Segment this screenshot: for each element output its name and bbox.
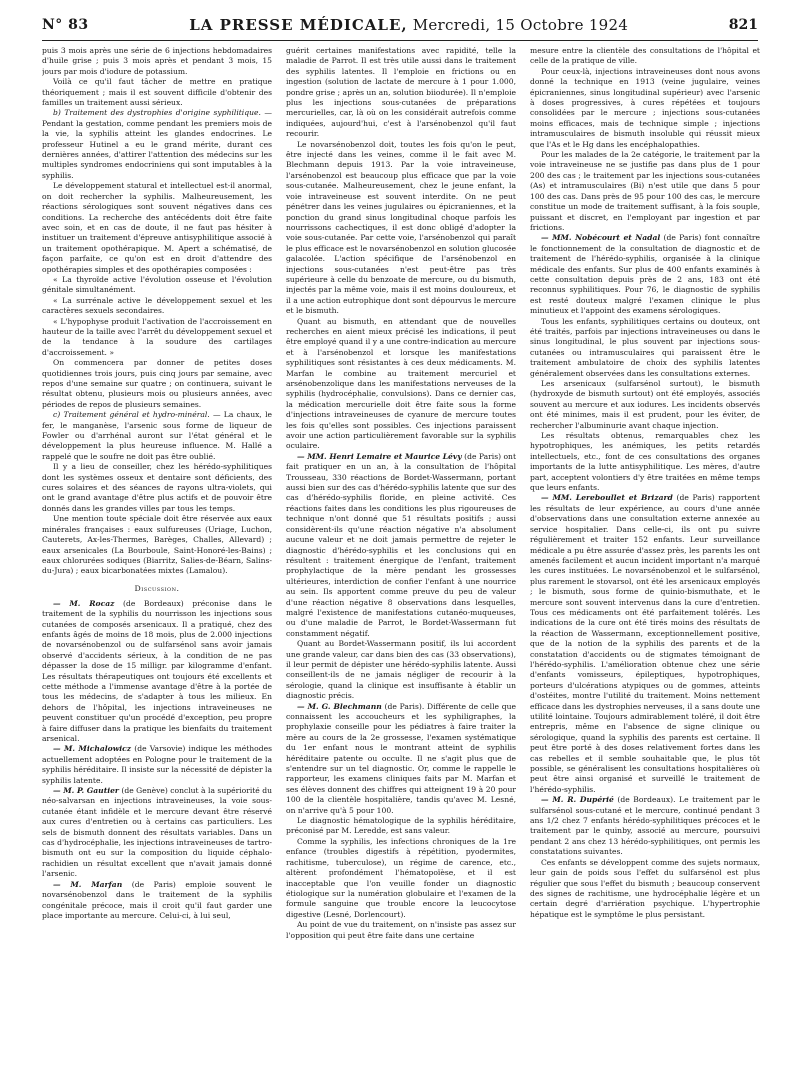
speaker-name: — M. Marfan xyxy=(53,879,123,889)
quote-paragraph: « La thyroïde active l'évolution osseuse et l'évolution génitale simultanément. xyxy=(42,274,272,295)
speaker-name: — MM. Henri Lemaire et Maurice Lévy xyxy=(297,451,462,461)
paragraph: Ces enfants se développent comme des sujets normaux, leur gain de poids sous l'effet du sulfarsénol est plus régulier que sous l'effet du bismuth ; beaucoup conservent des signes de rachitisme, une hydrocéphalie légère et un certain degré d'arriération psychique. L'hypertrophie hépatique est le symptôme le plus persistant. xyxy=(530,857,760,919)
speaker-name: — M. Rocaz xyxy=(53,598,115,608)
paragraph: Quant au Bordet-Wassermann positif, ils lui accordent une grande valeur, car dans bien des cas (33 observations), il leur permit de dépister une hérédo-syphilis latente. Aussi conseillent-ils de ne jamais négliger de recourir à la sérologie, quand la clinique est insuffisante à établir un diagnostic précis. xyxy=(286,639,516,701)
paragraph: — M. Michalowicz (de Varsovie) indique les méthodes actuellement adoptées en Pologne pour le traitement de la syphilis héréditaire. Il insiste sur la nécessité de dépister la syphilis latente. xyxy=(42,744,272,785)
header-rule xyxy=(42,40,758,41)
speaker-name: — MM. Lereboullet et Brizard xyxy=(541,493,673,503)
paragraph: guérit certaines manifestations avec rapidité, telle la maladie de Parrot. Il est très utile aussi dans le traitement des syphilis latentes. Il l'emploie en frictions ou en ingestion (solution de lactate de mercure à 1 pour 1.000, pondre grise ; après un an, solution biiodurée). Il n'emploie plus les injections sous-cutanées de préparations mercurielles, car, là où on les considérait autrefois comme indiquées, aujourd'hui, c'est à l'arsénobenzol qu'il faut recourir. xyxy=(286,46,516,139)
speaker-name: — MM. Nobécourt et Nadal xyxy=(541,233,661,243)
paragraph: Voilà ce qu'il faut tâcher de mettre en pratique théoriquement ; mais il est souvent difficile d'obtenir des familles un traitement aussi sérieux. xyxy=(42,77,272,108)
article-columns xyxy=(42,46,760,1074)
paragraph: Le novarsénobenzol doit, toutes les fois qu'on le peut, être injecté dans les veines, comme il le fait avec M. Blechmann depuis 1913. Par la voie intraveineuse, l'arsénobenzol est beaucoup plus efficace que par la voie sous-cutanée. Malheureusement, chez le jeune enfant, la voie intraveineuse est souvent interdite. On ne peut pénétrer dans les veines jugulaires ou épicraniennes, et la ponction du grand sinus longitudinal choque parfois les nourrissons cachectiques, il est donc obligé d'adopter la voie sous-cutanée. Par cette voie, l'arsénobenzol qui paraît le plus efficace est le novarsénobenzol en solution glucosée galacolée. L'action spécifique de l'arsénobenzol en injections sous-cutanées n'est peut-être pas très supérieure à celle du benzoate de mercure, ou du bismuth, injectés par la même voie, mais il est moins douloureux, et il a une action eutrophique dont sont dépourvus le mercure et le bismuth. xyxy=(286,139,516,316)
paragraph: Au point de vue du traitement, on n'insiste pas assez sur l'opposition qui peut être faite dans une certaine xyxy=(286,920,516,940)
paragraph: Comme la syphilis, les infections chroniques de la 1re enfance (troubles digestifs à répétition, pyodermites, rachitisme, tuberculose), un régime de carence, etc., altèrent profondément l'hématopoïèse, et il est inacceptable que l'on veuille fonder un diagnostic étiologique sur la numération globulaire et l'examen de la formule sanguine que trouble encore la leucocytose digestive (Lesné, Dorlencourt). xyxy=(286,836,516,919)
paragraph: Tous les enfants, syphilitiques certains ou douteux, ont été traités, parfois par injections intraveineuses ou dans le sinus longitudinal, le plus souvent par injections sous-cutanées ou intramusculaires qui paraissent être le traitement ambulatoire de choix des syphilis latentes généralement observées dans les consultations externes. xyxy=(530,316,760,378)
issue-number: N° 83 xyxy=(42,17,89,33)
paragraph: Les résultats obtenus, remarquables chez les hypotrophiques, les anémiques, les petits retardés intellectuels, etc., font de ces consultations des organes importants de la lutte antisyphilitique. Les mères, d'autre part, acceptent volontiers d'y être traitées en même temps que leurs enfants. xyxy=(530,431,760,493)
paragraph: — MM. Lereboullet et Brizard (de Paris) rapportent les résultats de leur expérience, au cours d'une année d'observations dans une consultation externe annexée au service hospitalier. Dans celle-ci, ils ont pu suivre régulièrement et traiter 152 enfants. Leur surveillance médicale a pu être assurée d'assez près, les parents les ont amenés facilement et aucun incident important n'a marqué les cures instituées. Le novarsénobenzol et le sulfarsénol, plus rarement le stovarsol, ont été les arsenicaux employés ; le bismuth, sous forme de quinio-bismuthate, et le mercure sont souvent intervenus dans la cure d'entretien. Tous ces médicaments ont été parfaitement tolérés. Les indications de la cure ont été tirés moins des résultats de la réaction de Wassermann, exceptionnellement positive, que de la notion de la syphilis des parents et de la constatation d'accidents ou de stigmates témoignant de l'hérédo-syphilis. L'amélioration obtenue chez une série d'enfants vomisseurs, épileptiques, hypotrophiques, porteurs d'ulcérations atypiques ou de gommes, atteints d'ostéites, montre l'utilité du traitement. Moins nettement efficace dans les dystrophies nerveuses, il a sans doute une utilité lointaine. Toujours admirablement toléré, il doit être entrepris, même en l'absence de signe clinique ou sérologique, quand la syphilis des parents est certaine. Il peut être porté à des doses relativement fortes dans les cas rebelles et il semble souhaitable que, le plus tôt possible, se généralisent les consultations hospitalières où peut être ainsi organisé et surveillé le traitement de l'hérédo-syphilis. xyxy=(530,493,760,794)
page-number: 821 xyxy=(728,17,758,33)
page-header xyxy=(42,14,758,36)
paragraph: — MM. Henri Lemaire et Maurice Lévy (de Paris) ont fait pratiquer en un an, à la consultation de l'hôpital Trousseau, 330 réactions de Bordet-Wassermann, portant aussi bien sur des cas d'hérédo-syphilis latente que sur des cas d'hérédo-syphilis floride, en pleine activité. Ces réactions faites dans les conditions les plus rigoureuses de technique n'ont donné que 51 résultats positifs ; aussi considèrent-ils qu'une réaction négative n'a absolument aucune valeur et ne doit jamais permettre de rejeter le diagnostic d'hérédo-syphilis et les conclusions qui en résultent : traitement énergique de l'enfant, traitement prophylactique de la mère pendant les grossesses ultérieures, interdiction de confier l'enfant à une nourrice au sein. Ils apportent comme preuve du peu de valeur d'une réaction négative 8 observations dans lesquelles, malgré l'existence de manifestations cutanéo-muqueuses, ou d'une maladie de Parrot, le Bordet-Wassermann fut constamment négatif. xyxy=(286,451,516,638)
paragraph: Le développement statural et intellectuel est-il anormal, on doit rechercher la syphilis. Malheureusement, les réactions sérologiques sont souvent négatives dans ces conditions. La recherche des antécédents doit être faite avec soin, et en cas de doute, il ne faut pas hésiter à instituer un traitement d'épreuve antisyphilitique associé à un traitement opothérapique. M. Apert a schématisé, de façon parfaite, ce qu'on est en droit d'attendre des opothérapies simples et des opothérapies composées : xyxy=(42,181,272,274)
paragraph: On commencera par donner de petites doses quotidiennes trois jours, puis cinq jours par semaine, avec repos d'une semaine sur quatre ; on continuera, suivant le résultat obtenu, plusieurs mois ou plusieurs années, avec périodes de repos de plusieurs semaines. xyxy=(42,358,272,409)
quote-paragraph: « L'hypophyse produit l'activation de l'accroissement en hauteur de la taille avec l'arrêt du développement sexuel et de la tendance à la soudure des cartilages d'accroissement. » xyxy=(42,316,272,357)
issue-date: Mercredi, 15 Octobre 1924 xyxy=(407,16,629,34)
section-heading: c) Traitement général et hydro-minéral. xyxy=(53,410,210,420)
quote-paragraph: « La surrénale active le développement sexuel et les caractères sexuels secondaires. xyxy=(42,295,272,316)
paragraph: — M. R. Dupérié (de Bordeaux). Le traitement par le sulfarsénol sous-cutané et le mercure, continué pendant 3 ans 1/2 chez 7 enfants hérédo-syphilitiques précoces et le traitement par le quinby, associé au mercure, poursuivi pendant 2 ans chez 13 hérédo-syphilitiques, ont permis les constatations suivantes. xyxy=(530,795,760,857)
speaker-name: — M. R. Dupérié xyxy=(541,795,614,805)
paragraph: — M. G. Blechmann (de Paris). Différente de celle que connaissent les accoucheurs et les syphiligraphes, la prophylaxie conseille pour les pédiatres à faire traiter la mère au cours de la 2e grossesse, l'examen systématique du 1er enfant nous le montrant atteint de syphilis héréditaire patente ou occulte. Il ne s'agit plus que de s'entendre sur un tel diagnostic. Or, comme le rappelle le rapporteur, les examens cliniques faits par M. Marfan et ses élèves donnent des chiffres qui atteignent 19 à 20 pour 100 de la clientèle hospitalière, tandis qu'avec M. Lesné, on n'arrive qu'à 5 pour 100. xyxy=(286,701,516,815)
speaker-name: — M. Michalowicz xyxy=(53,744,132,754)
paragraph: mesure entre la clientèle des consultations de l'hôpital et celle de la pratique de ville. xyxy=(530,46,760,66)
paragraph: b) Traitement des dystrophies d'origine syphilitique. — Pendant la gestation, comme pendant les premiers mois de la vie, la syphilis atteint les glandes endocrines. Le professeur Hutinel a eu le grand mérite, durant ces dernières années, d'attirer l'attention des médecins sur les multiples syndromes endocriniens qui sont imputables à la syphilis. xyxy=(42,108,272,180)
column-3 xyxy=(530,46,760,1074)
speaker-name: — M. P. Gautier xyxy=(53,786,119,796)
paragraph: puis 3 mois après une série de 6 injections hebdomadaires d'huile grise ; puis 3 mois après et pendant 3 mois, 15 jours par mois d'iodure de potassium. xyxy=(42,46,272,76)
paragraph: c) Traitement général et hydro-minéral. — La chaux, le fer, le manganèse, l'arsenic sous forme de liqueur de Fowler ou d'arrhénal auront sur l'état général et le développement la plus heureuse influence. M. Hallé a rappelé que le soufre ne doit pas être oublié. xyxy=(42,410,272,461)
journal-name: LA PRESSE MÉDICALE, xyxy=(189,16,408,34)
paragraph: Il y a lieu de conseiller, chez les hérédo-syphilitiques dont les systèmes osseux et dentaire sont déficients, des cures solaires et des séances de rayons ultra-violets, qui ont le grand avantage d'être plus actifs et de pouvoir être donnés dans les grandes villes par tous les temps. xyxy=(42,462,272,513)
paragraph: — M. Rocaz (de Bordeaux) préconise dans le traitement de la syphilis du nourrisson les injections sous cutanées de composés arsenicaux. Il a pratiqué, chez des enfants âgés de moins de 18 mois, plus de 2.000 injections de novarsénobenzol ou de sulfarsénol sans avoir jamais observé d'accidents sérieux, à la condition de ne pas dépasser la dose de 15 milligr. par kilogramme d'enfant. Les résultats thérapeutiques ont toujours été excellents et cette méthode a l'immense avantage d'être à la portée de tous les médecins, de s'adapter à tous les milieux. En dehors de l'hôpital, les injections intraveineuses ne peuvent constituer qu'un procédé d'exception, peu propre à faire diffuser dans la pratique les bienfaits du traitement arsenical. xyxy=(42,598,272,743)
column-2 xyxy=(286,46,516,1074)
paragraph: Le diagnostic hématologique de la syphilis héréditaire, préconisé par M. Leredde, est sans valeur. xyxy=(286,816,516,836)
paragraph: Une mention toute spéciale doit être réservée aux eaux minérales françaises : eaux sulfureuses (Uriage, Luchon, Cauterets, Ax-les-Thermes, Barèges, Challes, Allevard) ; eaux arsenicales (La Bourboule, Saint-Honoré-les-Bains) ; eaux chlorurées sodiques (Biarritz, Salies-de-Béarn, Salins-du-Jura) ; eaux bicarbonatées mixtes (Lamalou). xyxy=(42,514,272,576)
journal-title xyxy=(189,16,628,34)
paragraph: — MM. Nobécourt et Nadal (de Paris) font connaître le fonctionnement de la consultation de diagnostic et de traitement de l'hérédo-syphilis, organisée à la clinique médicale des enfants. Sur plus de 400 enfants examinés à cette consultation depuis près de 2 ans, 183 ont été reconnus syphilitiques. Pour 76, le diagnostic de syphilis est resté douteux malgré l'examen clinique le plus minutieux et l'appoint des examens sérologiques. xyxy=(530,233,760,316)
paragraph: — M. P. Gautier (de Genève) conclut à la supériorité du néo-salvarsan en injections intraveineuses, la voie sous-cutanée étant infidèle et le mercure devant être réservé aux cures d'entretien ou à certains cas particuliers. Les sels de bismuth donnent des résultats variables. Dans un cas d'hydrocéphalie, les injections intraveineuses de tartro-bismuth ont eu sur la composition du liquide céphalo-rachidien un résultat excellent que n'avait jamais donné l'arsenic. xyxy=(42,786,272,879)
paragraph: Les arsenicaux (sulfarsénol surtout), le bismuth (hydroxyde de bismuth surtout) ont été employés, associés souvent au mercure et aux iodures. Les incidents observés ont été minimes, mais il est prudent, pour les éviter, de rechercher l'albuminurie avant chaque injection. xyxy=(530,379,760,430)
column-1 xyxy=(42,46,272,1074)
paragraph: Quant au bismuth, en attendant que de nouvelles recherches en aient mieux précisé les indications, il peut être employé quand il y a une contre-indication au mercure et à l'arsénobenzol et lorsque les manifestations syphilitiques sont résistantes à ces deux médicaments. M. Marfan le combine au traitement mercuriel et arsénobenzolique dans les manifestations nerveuses de la syphilis (hydrocéphalie, convulsions). Dans ce dernier cas, la médication mercurielle doit être faite sous la forme d'injections intraveineuses de cyanure de mercure toutes les fois qu'elles sont possibles. Ces injections paraissent avoir une action particulièrement favorable sur la syphilis oculaire. xyxy=(286,316,516,451)
paragraph: — M. Marfan (de Paris) emploie souvent le novarsénobenzol dans le traitement de la syphilis congénitale précoce, mais il croit qu'il faut garder une place importante au mercure. Celui-ci, à lui seul, xyxy=(42,879,272,920)
speaker-name: — M. G. Blechmann xyxy=(297,701,382,711)
paragraph: Pour les malades de la 2e catégorie, le traitement par la voie intraveineuse ne se justifie pas dans plus de 1 pour 200 des cas ; le traitement par les injections sous-cutanées (As) et intramusculaires (Bi) n'est utile que dans 5 pour 100 des cas. Dans près de 95 pour 100 des cas, le mercure constitue un mode de traitement suffisant, à la fois souple, puissant et discret, en l'employant par ingestion et par frictions. xyxy=(530,150,760,232)
discussion-heading: Discussion. xyxy=(134,583,180,593)
section-heading: b) Traitement des dystrophies d'origine syphilitique. xyxy=(53,108,261,118)
paragraph: Pour ceux-là, injections intraveineuses dont nous avons donné la technique en 1913 (veine jugulaire, veines épicraniennes, sinus longitudinal supérieur) avec l'arsenic à doses progressives, à cures répétées et toujours consolidées par le mercure ; injections sous-cutanées moins efficaces, mais de technique simple ; injections intramusculaires de bismuth insoluble qui réussit mieux que l'As et le Hg dans les encéphalopathies. xyxy=(530,66,760,149)
